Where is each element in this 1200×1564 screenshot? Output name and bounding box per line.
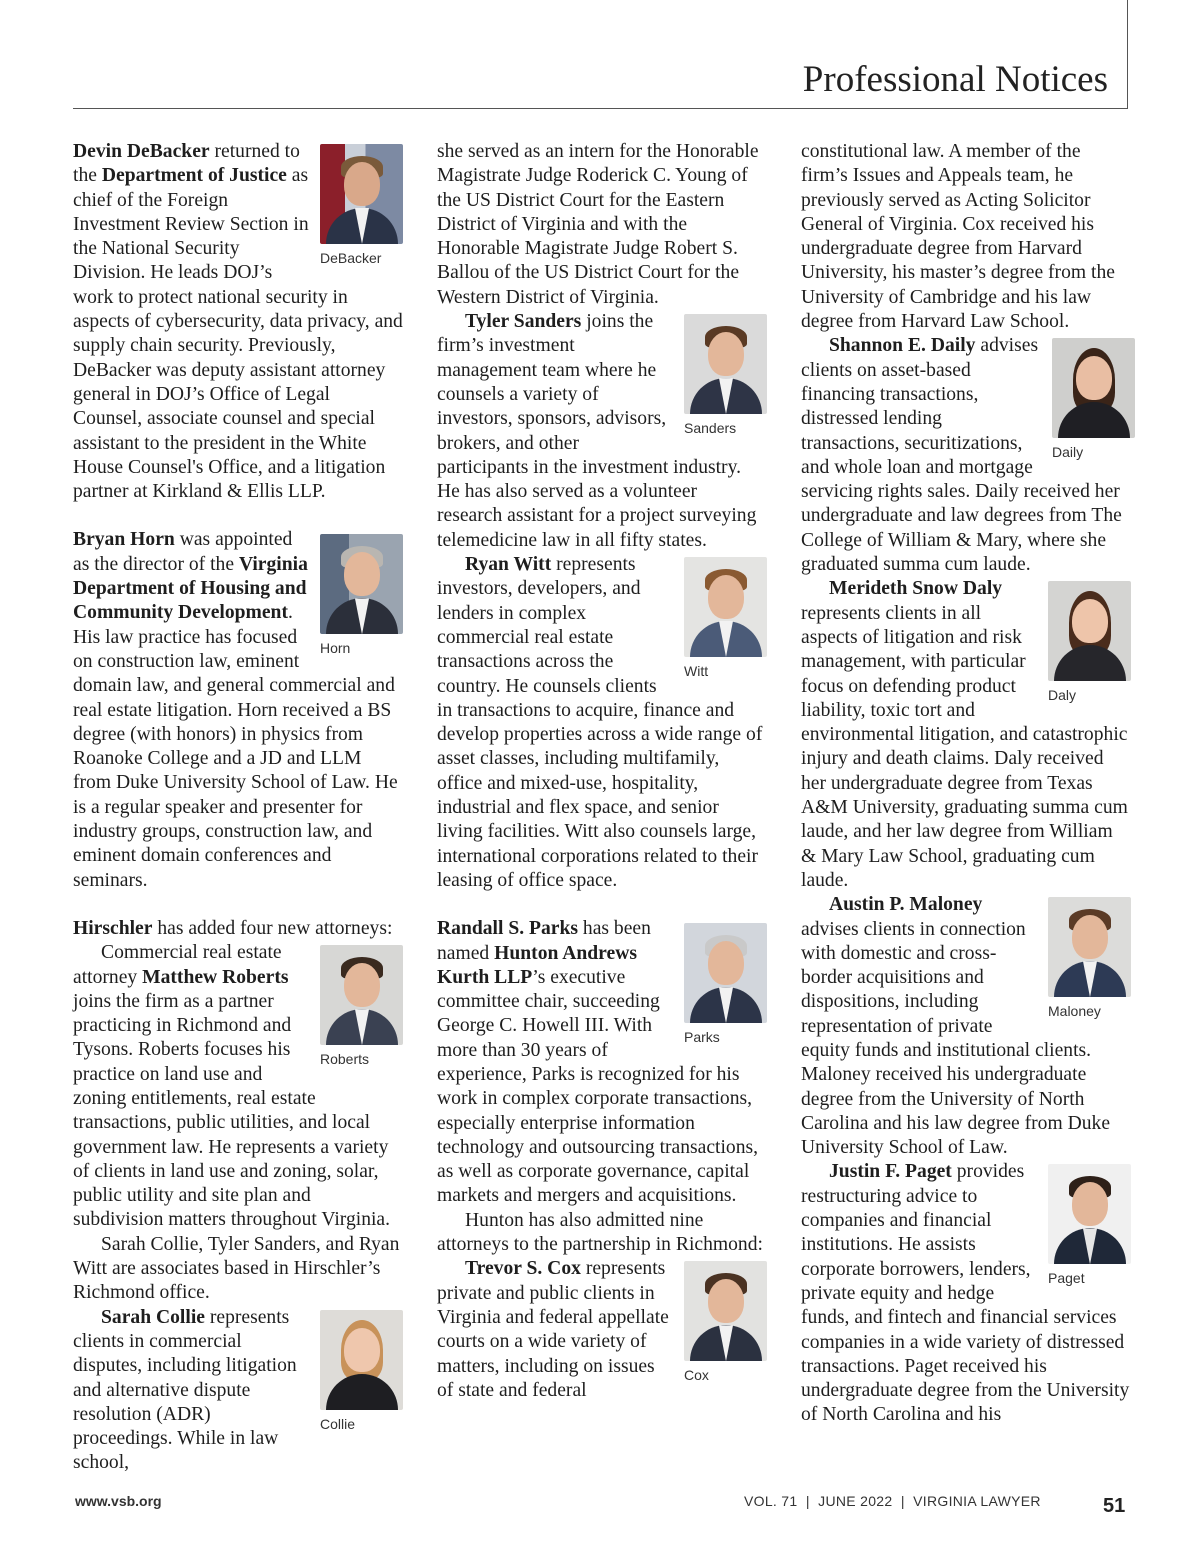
notice-text: has been named [437, 918, 651, 964]
portrait-image [684, 557, 767, 657]
org-name: Hunton Andrews Kurth LLP [437, 942, 637, 988]
person-name: Randall S. Parks [437, 918, 579, 940]
portrait-image [1048, 1164, 1131, 1264]
header-rule [73, 108, 1128, 109]
photo-caption: Roberts [320, 1051, 370, 1068]
page-number: 51 [1103, 1495, 1126, 1517]
portrait-image [1048, 581, 1131, 681]
photo-caption: Parks [684, 1029, 720, 1046]
notice-hunton: Hunton has also admitted nine attorneys to the partnership in Richmond: [437, 1209, 763, 1256]
person-name: Sarah Collie [101, 1306, 205, 1328]
person-name: Ryan Witt [465, 554, 552, 576]
photo-daly [1048, 581, 1131, 703]
photo-caption: Cox [684, 1367, 709, 1384]
notice-text: Commercial real estate attorney [73, 942, 282, 988]
person-name: Devin DeBacker [73, 141, 210, 162]
notice-text: was appointed as the director of the [73, 529, 293, 575]
portrait-image [1052, 338, 1135, 438]
notice-text: represents private and public clients in Virginia and federal appellate courts on a wide variety of matters, including on issues of state and federal [437, 1258, 669, 1401]
portrait-image [320, 1310, 403, 1410]
portrait-image [1048, 897, 1131, 997]
person-name: Merideth Snow Daly [829, 578, 1003, 600]
notice-text: represents investors, developers, and lenders in complex commercial real estate transactions across the country. He counsels clients in transactions to acquire, finance and develop properties across a wide range of asset classes, including multifamily, office and mixed-use, hospitality, industrial and flex space, and senior living facilities. Witt also counsels large, international corporations related to their leasing of office space. [437, 554, 763, 891]
photo-witt [684, 557, 767, 679]
footer-issue: VOL. 71 | JUNE 2022 | VIRGINIA LAWYER [744, 1493, 1041, 1509]
person-name: Trevor S. Cox [465, 1258, 581, 1280]
notice-text: advises clients on asset-based financing transactions, distressed lending transactions, securitizations, and whole loan and mortgage servicing rights sales. Daily received her undergraduate and law degrees from The College of William & Mary, where she graduated summa cum laude. [801, 335, 1122, 576]
photo-daily [1052, 338, 1135, 460]
photo-paget [1048, 1164, 1131, 1286]
notice-text: . His law practice has focused on construction law, eminent domain law, and general commercial and real estate litigation. Horn received a BS degree (with honors) in physics from Roanoke College and a JD and LLM from Duke University School of Law. He is a regular speaker and presenter for industry groups, construction law, and eminent domain conferences and seminars. [73, 602, 398, 891]
column-1 [73, 140, 403, 1476]
org-name: Department of Justice [101, 165, 287, 187]
photo-caption: Daly [1048, 687, 1077, 704]
photo-cox [684, 1261, 767, 1383]
header-vertical-rule [1127, 0, 1128, 109]
notice-cox-continued: constitutional law. A member of the firm’s Issues and Appeals team, he previously served as Acting Solicitor General of Virginia. Cox received his undergraduate degree from Harvard University, his master’s degree from the University of Cambridge and his law degree from Harvard Law School. [801, 141, 1115, 333]
person-name: Matthew Roberts [142, 966, 289, 988]
photo-caption: Horn [320, 640, 351, 657]
notice-text: represents clients in commercial disputes, including litigation and alternative dispute resolution (ADR) proceedings. While in law school, [73, 1306, 297, 1474]
column-3 [801, 140, 1131, 1428]
notice-text: represents clients in all aspects of litigation and risk management, with particular focus on defending product liability, toxic tort and environmental litigation, and catastrophic injury and death claims. Daly received her undergraduate degree from Texas A&M University, graduating summa cum laude, and her law degree from William & Mary Law School, graduating cum laude. [801, 602, 1128, 891]
portrait-image [684, 314, 767, 414]
photo-maloney [1048, 897, 1131, 1019]
photo-caption: Witt [684, 663, 709, 680]
notice-text: joins the firm as a partner practicing in Richmond and Tysons. Roberts focuses his practice on land use and zoning entitlements, real estate transactions, public utilities, and local government law. He represents a variety of clients in land use and zoning, solar, public utility and site plan and subdivision matters throughout Virginia. [73, 990, 391, 1231]
notice-text: advises clients in connection with domestic and cross-border acquisitions and dispositions, including representation of private equity funds and institutional clients. Maloney received his undergraduate degree from the University of North Carolina and his law degree from Duke University School of Law. [801, 918, 1111, 1159]
photo-debacker [320, 144, 403, 266]
notice-text: as chief of the Foreign Investment Review Section in the National Security Division. He leads DOJ’s work to protect national security in aspects of cybersecurity, data privacy, and supply chain security. Previously, DeBacker was deputy assistant attorney general in DOJ’s Office of Legal Counsel, associate counsel and special assistant to the president in the White House Counsel's Office, and a litigation partner at Kirkland & Ellis LLP. [73, 165, 403, 503]
notice-text: joins the firm’s investment management team where he counsels a variety of investors, sponsors, advisors, brokers, and other participants in the investment industry. He has also served as a volunteer research assistant for a project surveying telemedicine law in all fifty states. [437, 311, 757, 551]
notice-collie-continued: she served as an intern for the Honorable Magistrate Judge Roderick C. Young of the US District Court for the Eastern District of Virginia and with the Honorable Magistrate Judge Robert S. Ballou of the US District Court for the Western District of Virginia. [437, 141, 759, 308]
photo-horn [320, 534, 403, 656]
photo-collie [320, 1310, 403, 1432]
portrait-image [320, 945, 403, 1045]
photo-caption: Sanders [684, 420, 737, 437]
photo-parks [684, 923, 767, 1045]
portrait-image [684, 923, 767, 1023]
org-name: Virginia Department of Housing and Community Development [73, 553, 308, 624]
section-title: Professional Notices [802, 59, 1108, 100]
person-name: Austin P. Maloney [829, 894, 983, 916]
photo-caption: DeBacker [320, 250, 382, 266]
photo-caption: Daily [1052, 444, 1084, 461]
photo-roberts [320, 945, 403, 1067]
person-name: Bryan Horn [73, 529, 175, 551]
notice-associates: Sarah Collie, Tyler Sanders, and Ryan Witt are associates based in Hirschler’s Richmond office. [73, 1233, 400, 1304]
notice-text: ’s executive committee chair, succeeding George C. Howell III. With more than 30 years of experience, Parks is recognized for his work in complex corporate transactions, especially enterprise information technology and outsourcing transactions, as well as corporate governance, capital markets and mergers and acquisitions. [437, 966, 759, 1207]
portrait-image [684, 1261, 767, 1361]
footer-url[interactable]: www.vsb.org [75, 1493, 162, 1509]
photo-sanders [684, 314, 767, 436]
photo-caption: Paget [1048, 1270, 1085, 1287]
photo-caption: Maloney [1048, 1003, 1101, 1020]
notice-text: has added four new attorneys: [152, 917, 393, 939]
person-name: Shannon E. Daily [829, 335, 976, 357]
portrait-image [320, 144, 403, 244]
notice-text: returned to the [73, 141, 300, 187]
org-name: Hirschler [73, 917, 153, 939]
column-2 [437, 140, 767, 1403]
person-name: Justin F. Paget [829, 1161, 952, 1183]
photo-caption: Collie [320, 1415, 356, 1432]
notice-text: provides restructuring advice to companies and financial institutions. He assists corporate borrowers, lenders, private equity and hedge funds, and fintech and financial services companies in a wide variety of distressed transactions. Paget received his undergraduate degree from the University of North Carolina and his [801, 1161, 1130, 1426]
portrait-image [320, 534, 403, 634]
person-name: Tyler Sanders [465, 311, 582, 333]
notice-hirschler [73, 917, 403, 941]
